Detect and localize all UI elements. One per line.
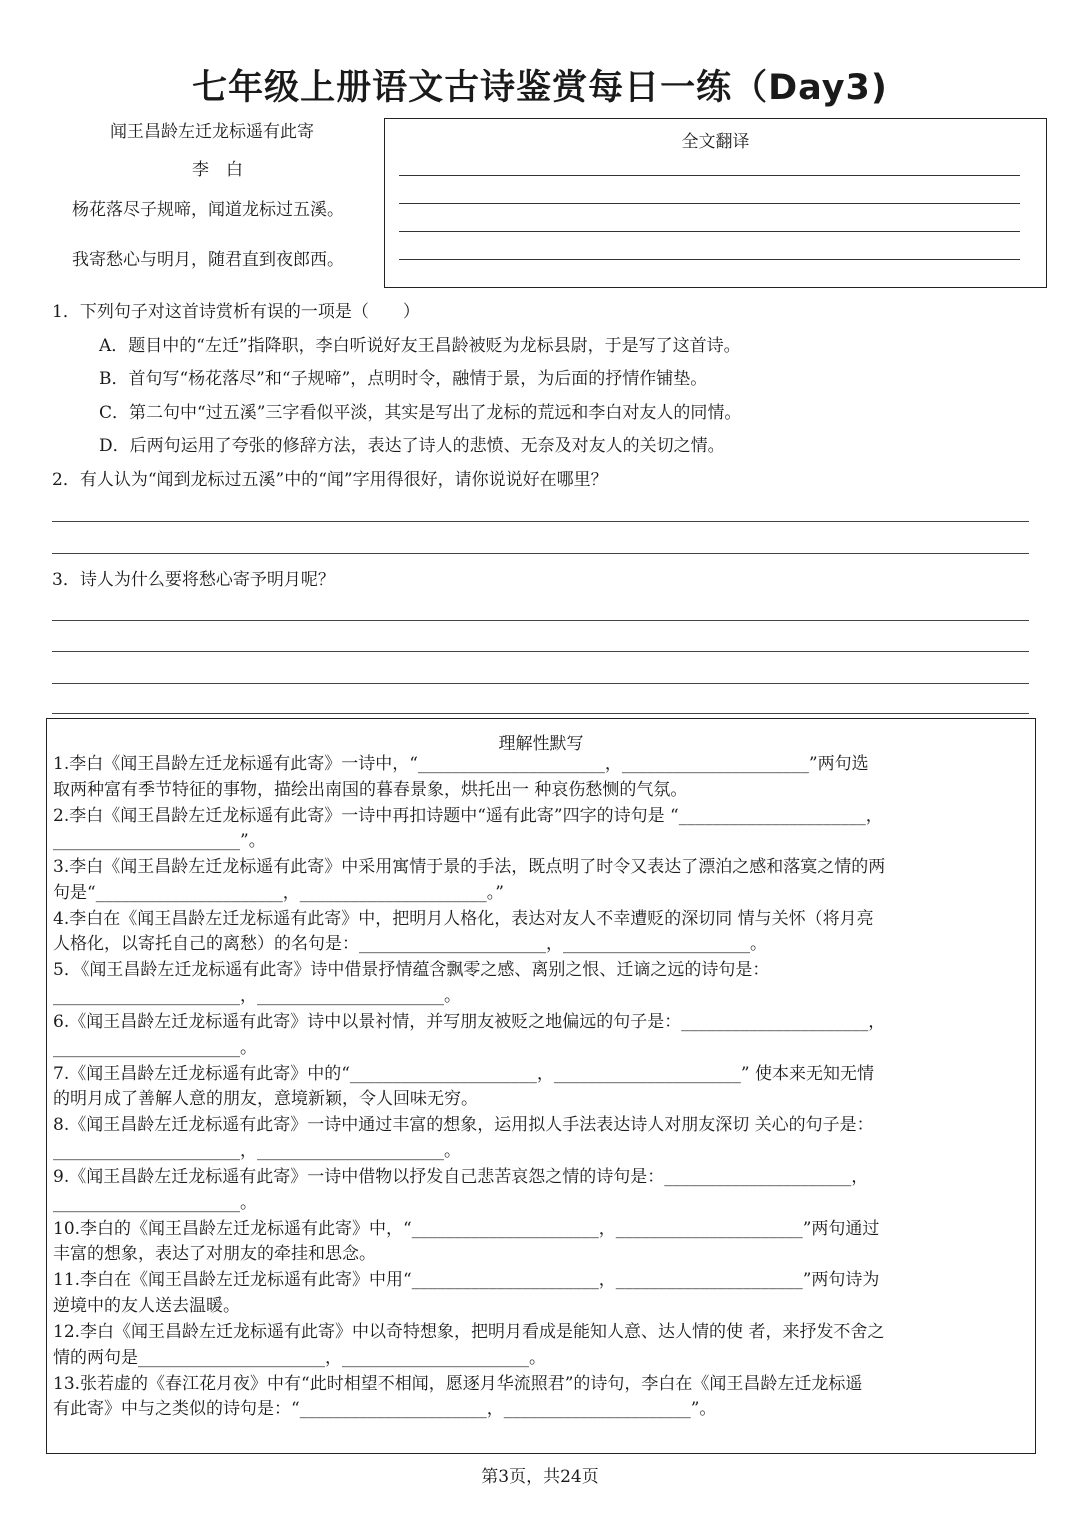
dictation-line: 8.《闻王昌龄左迁龙标遥有此寄》一诗中通过丰富的想象，运用拟人手法表达诗人对朋友深切 关心的句子是：	[53, 1115, 874, 1135]
question-1-option-c[interactable]: C．第二句中“过五溪”三字看似平淡，其实是写出了龙标的荒远和李白对友人的同情。	[99, 403, 742, 423]
poem-line-2: 我寄愁心与明月，随君直到夜郎西。	[72, 250, 344, 270]
dictation-line[interactable]: 11.李白在《闻王昌龄左迁龙标遥有此寄》中用“______________________，______________________”两句诗为	[53, 1270, 880, 1290]
answer-line[interactable]	[52, 713, 1029, 714]
dictation-line[interactable]: 人格化，以寄托自己的离愁）的名句是：______________________，______________________。	[53, 934, 767, 954]
answer-line[interactable]	[52, 683, 1029, 684]
dictation-line: 丰富的想象，表达了对朋友的牵挂和思念。	[53, 1244, 376, 1264]
dictation-line: 5．《闻王昌龄左迁龙标遥有此寄》诗中借景抒情蕴含飘零之感、离别之恨、迁谪之远的诗句是：	[53, 960, 770, 980]
answer-line[interactable]	[52, 620, 1029, 621]
dictation-line[interactable]: 有此寄》中与之类似的诗句是：“______________________，______________________”。	[53, 1399, 717, 1419]
answer-line[interactable]	[52, 651, 1029, 652]
question-1-option-d[interactable]: D．后两句运用了夸张的修辞方法，表达了诗人的悲愤、无奈及对友人的关切之情。	[99, 436, 725, 456]
translation-answer-line[interactable]	[399, 203, 1020, 204]
page-number: 第3页，共24页	[481, 1467, 599, 1487]
dictation-line[interactable]: 句是“______________________，______________________。”	[53, 883, 504, 903]
translation-title: 全文翻译	[681, 132, 750, 152]
dictation-line: 12.李白《闻王昌龄左迁龙标遥有此寄》中以奇特想象，把明月看成是能知人意、达人情的使 者，来抒发不舍之	[53, 1322, 885, 1342]
question-3-stem: 3．诗人为什么要将愁心寄予明月呢？	[52, 570, 335, 590]
answer-line[interactable]	[52, 521, 1029, 522]
dictation-line: 逆境中的友人送去温暖。	[53, 1296, 240, 1316]
dictation-line: 13.张若虚的《春江花月夜》中有“此时相望不相闻，愿逐月华流照君”的诗句，李白在《闻王昌龄左迁龙标遥	[53, 1374, 863, 1394]
dictation-box	[46, 718, 1036, 1454]
dictation-line[interactable]: 1.李白《闻王昌龄左迁龙标遥有此寄》一诗中，“______________________，______________________”两句选	[53, 754, 869, 774]
dictation-line[interactable]: ______________________，______________________。	[53, 986, 461, 1006]
poem-author: 李 白	[192, 160, 243, 180]
translation-box	[384, 118, 1047, 288]
dictation-line: 3.李白《闻王昌龄左迁龙标遥有此寄》中采用寓情于景的手法，既点明了时令又表达了漂泊之感和落寞之情的两	[53, 857, 886, 877]
dictation-line: 4.李白在《闻王昌龄左迁龙标遥有此寄》中，把明月人格化，表达对友人不幸遭贬的深切同 情与关怀（将月亮	[53, 909, 874, 929]
dictation-line: 取两种富有季节特征的事物，描绘出南国的暮春景象，烘托出一 种哀伤愁恻的气氛。	[53, 780, 688, 800]
dictation-line[interactable]: 9.《闻王昌龄左迁龙标遥有此寄》一诗中借物以抒发自己悲苦哀怨之情的诗句是：______________________，	[53, 1167, 869, 1187]
page-title: 七年级上册语文古诗鉴赏每日一练（Day3)	[192, 68, 888, 108]
dictation-line[interactable]: 7.《闻王昌龄左迁龙标遥有此寄》中的“______________________，______________________” 使本来无知无情	[53, 1064, 875, 1084]
poem-title: 闻王昌龄左迁龙标遥有此寄	[110, 122, 314, 142]
dictation-line[interactable]: 10.李白的《闻王昌龄左迁龙标遥有此寄》中，“______________________，______________________”两句通过	[53, 1219, 880, 1239]
dictation-line[interactable]: 6.《闻王昌龄左迁龙标遥有此寄》诗中以景衬情，并写朋友被贬之地偏远的句子是：______________________，	[53, 1012, 886, 1032]
question-1-option-a[interactable]: A．题目中的“左迁”指降职，李白听说好友王昌龄被贬为龙标县尉，于是写了这首诗。	[99, 336, 741, 356]
question-1-stem: 1．下列句子对这首诗赏析有误的一项是（ ）	[52, 302, 420, 322]
dictation-line: 的明月成了善解人意的朋友，意境新颖，令人回味无穷。	[53, 1089, 478, 1109]
poem-line-1: 杨花落尽子规啼，闻道龙标过五溪。	[72, 200, 344, 220]
dictation-line[interactable]: ______________________。	[53, 1038, 257, 1058]
translation-answer-line[interactable]	[399, 175, 1020, 176]
dictation-line[interactable]: 情的两句是______________________，______________________。	[53, 1348, 546, 1368]
dictation-line[interactable]: ______________________。	[53, 1193, 257, 1213]
translation-answer-line[interactable]	[399, 231, 1020, 232]
dictation-line[interactable]: 2.李白《闻王昌龄左迁龙标遥有此寄》一诗中再扣诗题中“遥有此寄”四字的诗句是 “______________________，	[53, 806, 883, 826]
dictation-line[interactable]: ______________________”。	[53, 831, 266, 851]
dictation-line[interactable]: ______________________，______________________。	[53, 1141, 461, 1161]
dictation-title: 理解性默写	[498, 734, 584, 754]
question-2-stem: 2．有人认为“闻到龙标过五溪”中的“闻”字用得很好，请你说说好在哪里？	[52, 470, 608, 490]
answer-line[interactable]	[52, 553, 1029, 554]
question-1-option-b[interactable]: B．首句写“杨花落尽”和“子规啼”，点明时令，融情于景，为后面的抒情作铺垫。	[99, 369, 708, 389]
translation-answer-line[interactable]	[399, 259, 1020, 260]
